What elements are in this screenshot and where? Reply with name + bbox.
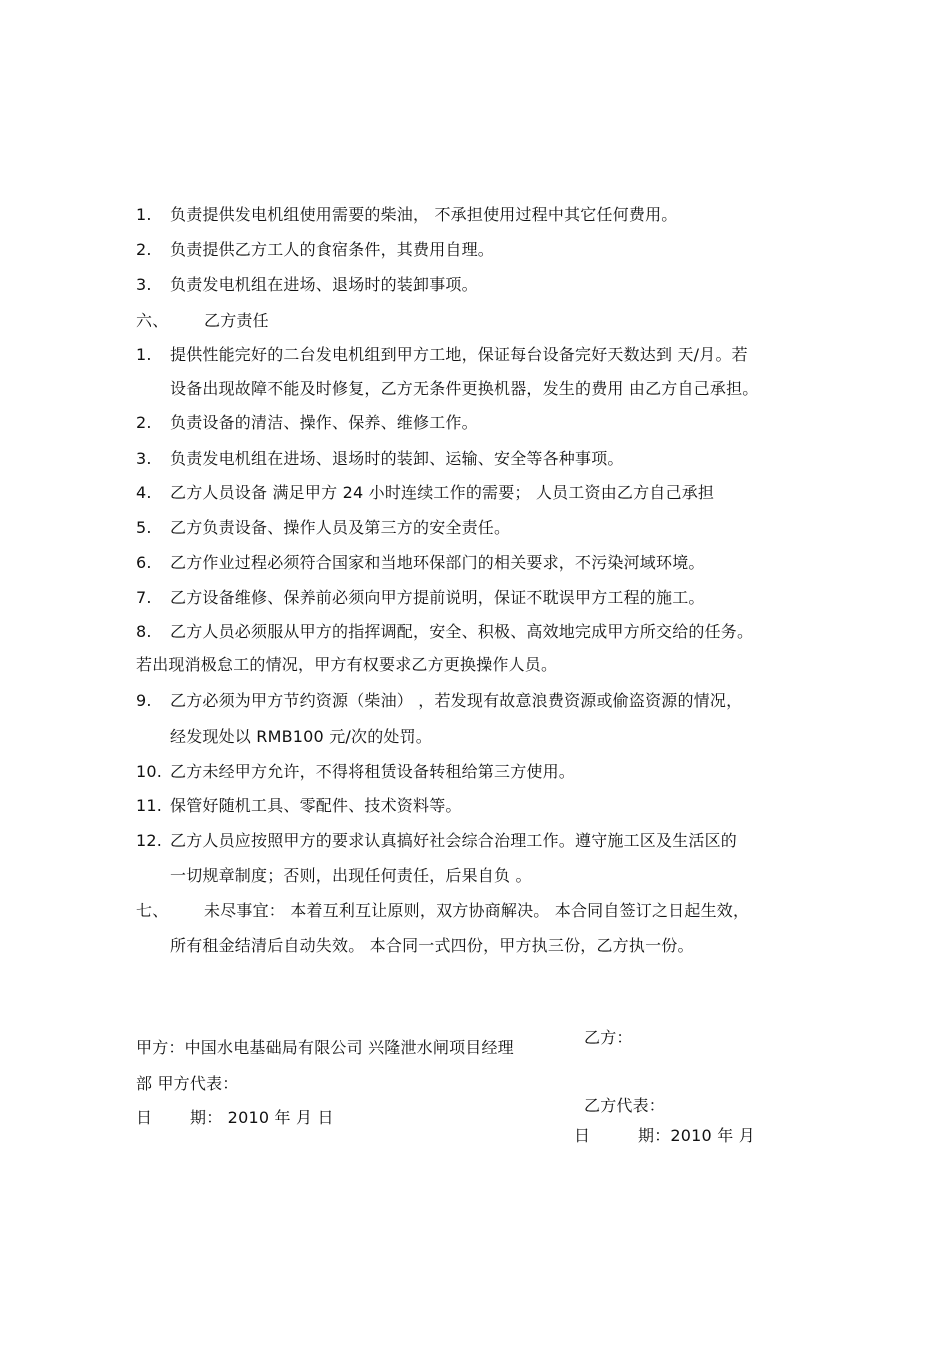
- party-b-representative-line: [584, 1096, 665, 1116]
- item-text: 乙方人员应按照甲方的要求认真搞好社会综合治理工作。遵守施工区及生活区的: [170, 831, 738, 850]
- party-b-name: 乙方：: [584, 1028, 633, 1047]
- party-a-representative: 部 甲方代表：: [136, 1074, 239, 1093]
- section-title: 乙方责任: [204, 311, 269, 330]
- item-text: 乙方人员设备 满足甲方 24 小时连续工作的需要； 人员工资由乙方自己承担: [170, 483, 715, 502]
- item-text-continuation: 经发现处以 RMB100 元/次的处罚。: [170, 727, 433, 746]
- item-text-continuation: 一切规章制度；否则，出现任何责任，后果自负 。: [170, 866, 532, 885]
- party-b-date-label: 日: [574, 1126, 591, 1145]
- item-number: 1.: [136, 205, 152, 224]
- item-text: 负责提供发电机组使用需要的柴油， 不承担使用过程中其它任何费用。: [170, 205, 678, 224]
- item-text: 保管好随机工具、零配件、技术资料等。: [170, 796, 462, 815]
- section-mark: 七、: [136, 901, 169, 920]
- section-text-continuation: 所有租金结清后自动失效。 本合同一式四份，甲方执三份，乙方执一份。: [170, 936, 694, 955]
- party-a-signature-cont: [136, 1074, 239, 1094]
- item-number: 3.: [136, 449, 152, 468]
- item-number: 1.: [136, 345, 152, 364]
- item-text: 负责发电机组在进场、退场时的装卸、运输、安全等各种事项。: [170, 449, 624, 468]
- item-text-wrap: 若出现消极怠工的情况，甲方有权要求乙方更换操作人员。: [136, 655, 558, 674]
- item-number: 6.: [136, 553, 152, 572]
- item-number: 2.: [136, 413, 152, 432]
- item-text: 乙方负责设备、操作人员及第三方的安全责任。: [170, 518, 511, 537]
- item-text: 乙方作业过程必须符合国家和当地环保部门的相关要求，不污染河域环境。: [170, 553, 705, 572]
- item-number: 10.: [136, 762, 163, 781]
- item-number: 5.: [136, 518, 152, 537]
- section-mark: 六、: [136, 311, 169, 330]
- item-number: 7.: [136, 588, 152, 607]
- item-text: 负责设备的清洁、操作、保养、维修工作。: [170, 413, 478, 432]
- item-number: 9.: [136, 691, 152, 710]
- party-a-date-value: 期： 2010 年 月 日: [190, 1108, 334, 1127]
- item-number: 4.: [136, 483, 152, 502]
- item-number: 8.: [136, 622, 152, 641]
- item-text: 负责发电机组在进场、退场时的装卸事项。: [170, 275, 478, 294]
- item-text-continuation: 设备出现故障不能及时修复，乙方无条件更换机器，发生的费用 由乙方自己承担。: [170, 379, 759, 398]
- item-text: 乙方人员必须服从甲方的指挥调配，安全、积极、高效地完成甲方所交给的任务。: [170, 622, 754, 641]
- item-text: 负责提供乙方工人的食宿条件，其费用自理。: [170, 240, 495, 259]
- party-b-date-value: 期：2010 年 月: [638, 1126, 755, 1145]
- party-b-representative: 乙方代表：: [584, 1096, 666, 1115]
- item-text: 提供性能完好的二台发电机组到甲方工地，保证每台设备完好天数达到 天/月。若: [170, 345, 748, 364]
- item-number: 11.: [136, 796, 163, 815]
- item-text: 乙方必须为甲方节约资源（柴油） ，若发现有故意浪费资源或偷盗资源的情况，: [170, 691, 743, 710]
- item-number: 3.: [136, 275, 152, 294]
- party-b-signature: [584, 1028, 633, 1048]
- party-a-name: 甲方：中国水电基础局有限公司 兴隆泄水闸项目经理: [136, 1038, 514, 1057]
- item-text: 乙方设备维修、保养前必须向甲方提前说明，保证不耽误甲方工程的施工。: [170, 588, 705, 607]
- item-number: 2.: [136, 240, 152, 259]
- party-a-signature: [136, 1038, 514, 1058]
- party-a-date-label: 日: [136, 1108, 153, 1127]
- section-text: 未尽事宜： 本着互利互让原则，双方协商解决。 本合同自签订之日起生效，: [204, 901, 750, 920]
- item-text: 乙方未经甲方允许，不得将租赁设备转租给第三方使用。: [170, 762, 576, 781]
- item-number: 12.: [136, 831, 163, 850]
